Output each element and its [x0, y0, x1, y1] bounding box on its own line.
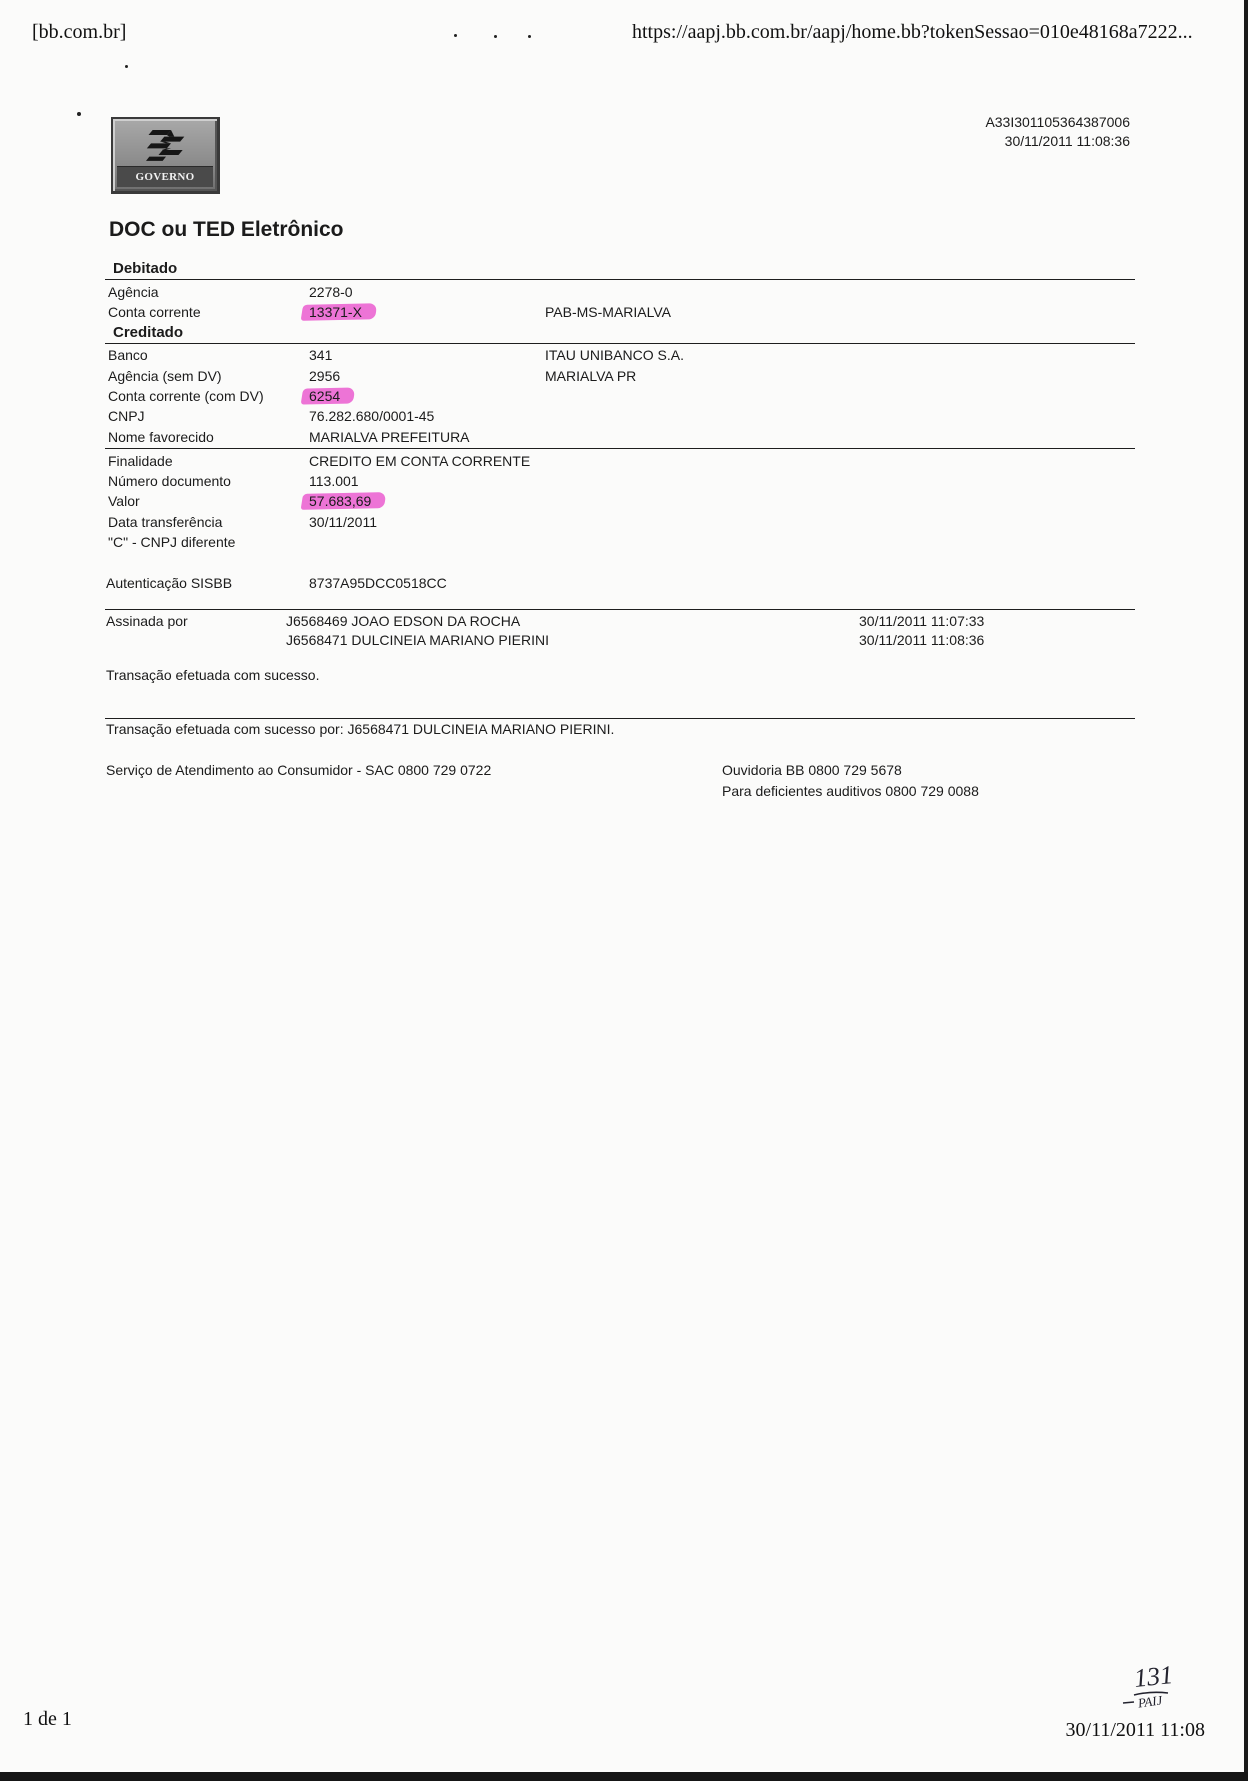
- status-by-row: [0, 721, 1248, 737]
- section-divider: [105, 279, 1135, 280]
- sac-contact: Serviço de Atendimento ao Consumidor - SAC 0800 729 0722: [106, 762, 492, 778]
- field-extra: ITAU UNIBANCO S.A.: [545, 347, 684, 363]
- signer-datetime: 30/11/2011 11:08:36: [859, 632, 985, 648]
- scan-speck: [77, 112, 81, 116]
- page-title: DOC ou TED Eletrônico: [109, 218, 344, 241]
- credit-row-conta: [0, 388, 1248, 404]
- signer-name: J6568471 DULCINEIA MARIANO PIERINI: [286, 632, 549, 648]
- field-label: Valor: [108, 493, 140, 509]
- field-value: 2956: [309, 368, 341, 384]
- handwritten-page-number: 131: [1132, 1660, 1175, 1693]
- section-divider: [105, 448, 1135, 449]
- banco-do-brasil-logo: [111, 117, 220, 194]
- field-label: Conta corrente (com DV): [108, 388, 264, 404]
- debit-row-agencia: [0, 284, 1248, 300]
- field-extra: PAB-MS-MARIALVA: [545, 304, 672, 320]
- scan-edge-bottom: [0, 1772, 1248, 1781]
- status-by-message: Transação efetuada com sucesso por: J6568471 DULCINEIA MARIANO PIERINI.: [106, 721, 615, 737]
- status-row: [0, 667, 1248, 683]
- field-value: MARIALVA PREFEITURA: [309, 429, 470, 445]
- print-footer-datetime: 30/11/2011 11:08: [1065, 1719, 1205, 1741]
- field-value: CREDITO EM CONTA CORRENTE: [309, 453, 531, 469]
- print-footer-page: 1 de 1: [23, 1708, 72, 1730]
- section-divider: [105, 609, 1135, 610]
- section-heading-debitado: Debitado: [113, 260, 178, 277]
- signer-row: [0, 613, 1248, 629]
- bb-symbol-icon: [141, 125, 191, 165]
- field-label: Autenticação SISBB: [106, 575, 233, 591]
- field-value-highlighted: 57.683,69: [309, 493, 372, 509]
- credit-row-favorecido: [0, 429, 1248, 445]
- receipt-code: A33I301105364387006: [985, 114, 1130, 130]
- field-label: Número documento: [108, 473, 231, 489]
- debit-row-conta: [0, 304, 1248, 320]
- receipt-datetime: 30/11/2011 11:08:36: [1004, 133, 1130, 149]
- scan-edge-right: [1244, 0, 1248, 1781]
- scan-speck: [494, 35, 497, 38]
- auth-row: [0, 575, 1248, 591]
- field-value: 30/11/2011: [309, 514, 377, 530]
- detail-row-cnpj-diferente: [0, 534, 1248, 550]
- section-divider: [105, 343, 1135, 344]
- field-value-highlighted: 6254: [309, 388, 341, 404]
- field-value: 2278-0: [309, 284, 353, 300]
- contacts-row: [0, 762, 1248, 778]
- print-header-site: [bb.com.br]: [32, 21, 127, 43]
- field-label: Agência: [108, 284, 159, 300]
- section-heading-creditado: Creditado: [113, 324, 184, 341]
- credit-row-banco: [0, 347, 1248, 363]
- detail-row-data: [0, 514, 1248, 530]
- detail-row-numero-documento: [0, 473, 1248, 489]
- auth-code: 8737A95DCC0518CC: [309, 575, 447, 591]
- field-label: CNPJ: [108, 408, 145, 424]
- print-header-url: https://aapj.bb.com.br/aapj/home.bb?tokenSessao=010e48168a7222...: [632, 21, 1193, 43]
- field-label: Conta corrente: [108, 304, 201, 320]
- signer-row: [0, 632, 1248, 648]
- field-value-highlighted: 13371-X: [309, 304, 362, 320]
- field-extra: MARIALVA PR: [545, 368, 637, 384]
- field-value: 76.282.680/0001-45: [309, 408, 435, 424]
- deficientes-contact: Para deficientes auditivos 0800 729 0088: [722, 783, 979, 799]
- ouvidoria-contact: Ouvidoria BB 0800 729 5678: [722, 762, 902, 778]
- field-label: Data transferência: [108, 514, 223, 530]
- section-divider: [105, 718, 1135, 719]
- detail-row-finalidade: [0, 453, 1248, 469]
- handwritten-initials: PAIJ: [1137, 1692, 1164, 1711]
- scan-speck: [528, 35, 531, 38]
- scan-speck: [125, 65, 128, 68]
- field-label: Assinada por: [106, 613, 188, 629]
- status-message: Transação efetuada com sucesso.: [106, 667, 320, 683]
- logo-label: [117, 166, 213, 187]
- detail-row-valor: [0, 493, 1248, 509]
- field-label: Nome favorecido: [108, 429, 214, 445]
- field-value: 341: [309, 347, 333, 363]
- credit-row-cnpj: [0, 408, 1248, 424]
- contacts-row: [0, 783, 1248, 799]
- scan-speck: [454, 34, 457, 37]
- field-label: Banco: [108, 347, 148, 363]
- field-value: 113.001: [309, 473, 359, 489]
- field-label: "C" - CNPJ diferente: [108, 534, 236, 550]
- logo-label-text: GOVERNO: [135, 171, 195, 183]
- field-label: Agência (sem DV): [108, 368, 222, 384]
- signer-name: J6568469 JOAO EDSON DA ROCHA: [286, 613, 521, 629]
- credit-row-agencia: [0, 368, 1248, 384]
- signer-datetime: 30/11/2011 11:07:33: [859, 613, 985, 629]
- field-label: Finalidade: [108, 453, 173, 469]
